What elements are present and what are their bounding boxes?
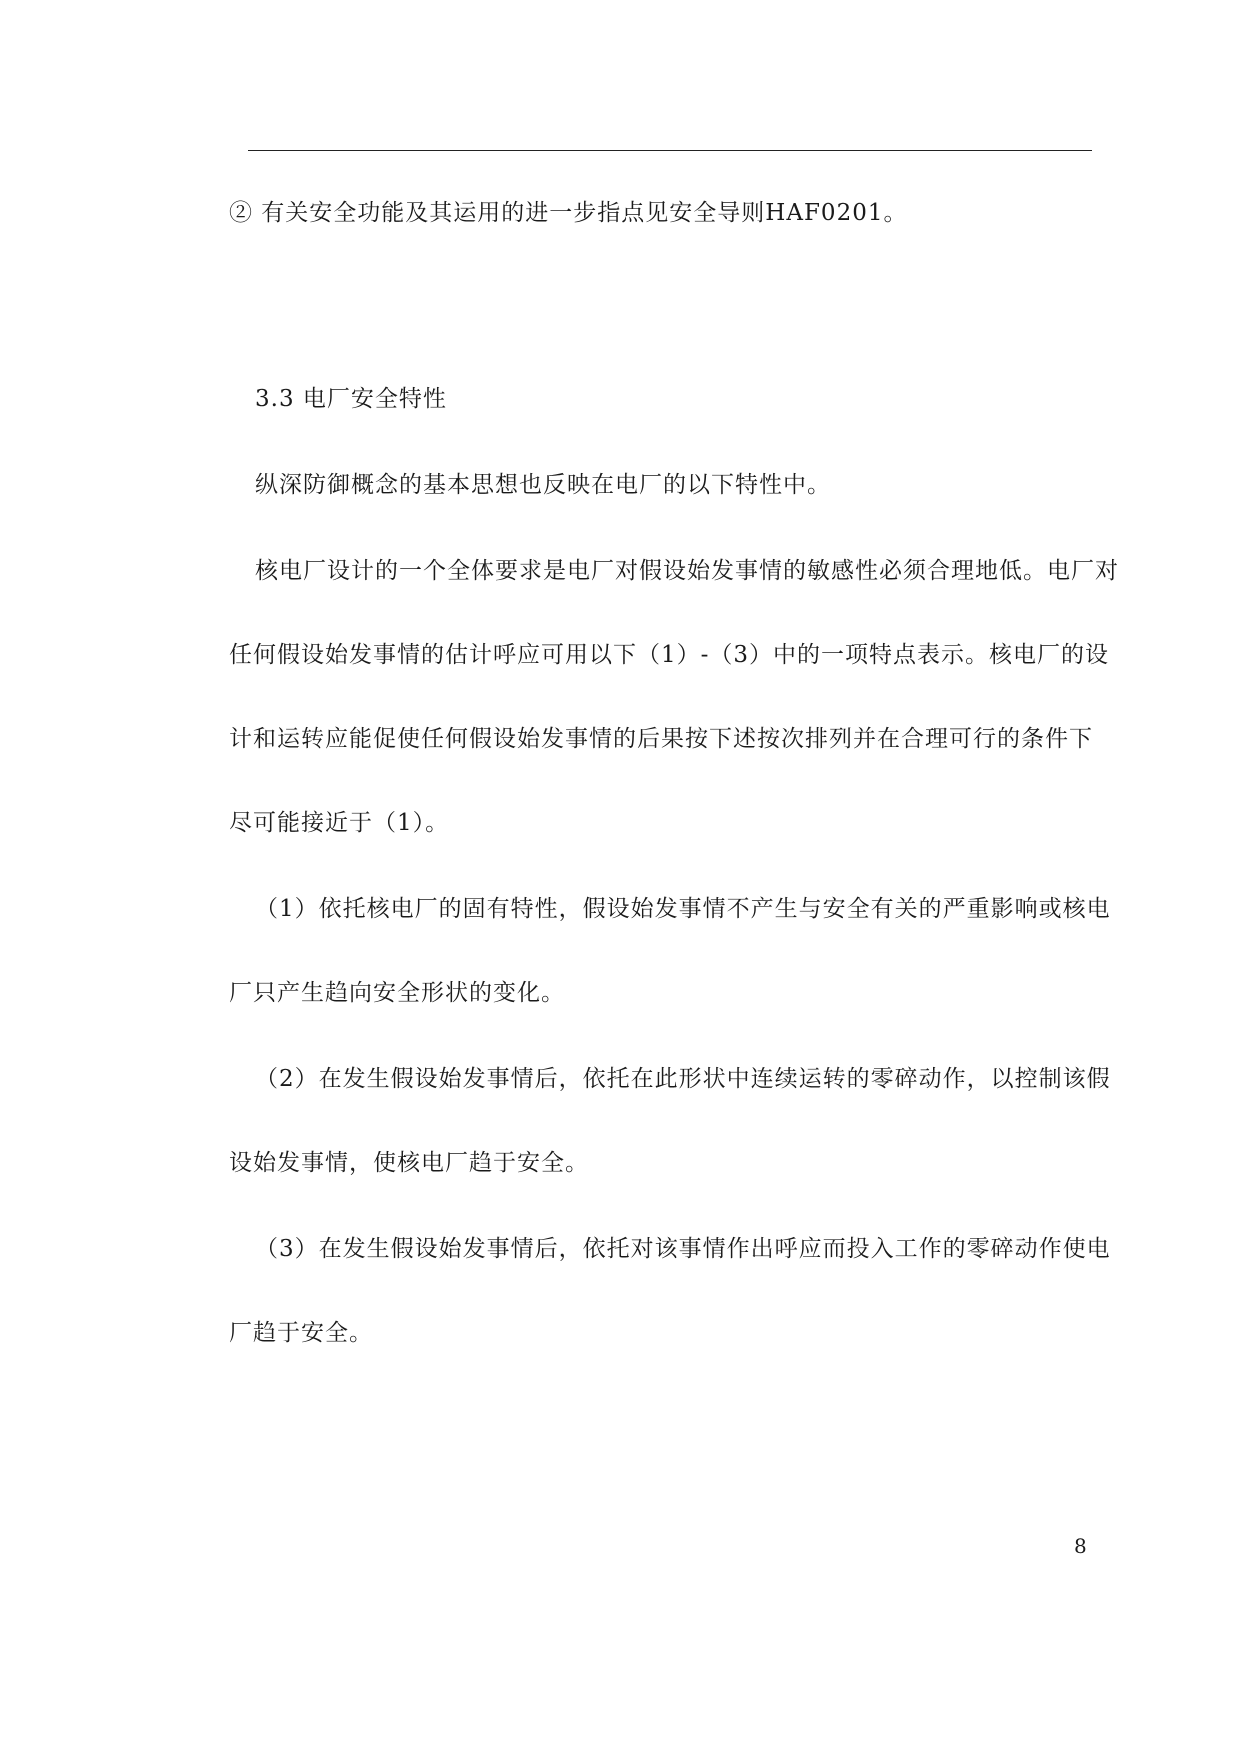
paragraph-line: 尽可能接近于（1）。 xyxy=(229,810,450,836)
list-item-line: （3）在发生假设始发事情后，依托对该事情作出呼应而投入工作的零碎动作使电 xyxy=(255,1236,1111,1262)
list-item-line: （2）在发生假设始发事情后，依托在此形状中连续运转的零碎动作，以控制该假 xyxy=(255,1066,1111,1092)
header-rule xyxy=(248,150,1092,151)
paragraph-line: 任何假设始发事情的估计呼应可用以下（1）-（3）中的一项特点表示。核电厂的设 xyxy=(229,642,1110,668)
page-number: 8 xyxy=(1074,1534,1087,1558)
footnote-text: ② 有关安全功能及其运用的进一步指点见安全导则HAF0201。 xyxy=(229,200,908,226)
list-item-line: 设始发事情，使核电厂趋于安全。 xyxy=(229,1150,589,1176)
paragraph-line: 计和运转应能促使任何假设始发事情的后果按下述按次排列并在合理可行的条件下 xyxy=(229,726,1093,752)
paragraph-line: 核电厂设计的一个全体要求是电厂对假设始发事情的敏感性必须合理地低。电厂对 xyxy=(255,558,1119,584)
list-item-line: 厂只产生趋向安全形状的变化。 xyxy=(229,980,565,1006)
section-heading: 3.3 电厂安全特性 xyxy=(255,386,447,412)
list-item-line: 厂趋于安全。 xyxy=(229,1320,373,1346)
paragraph-line: 纵深防御概念的基本思想也反映在电厂的以下特性中。 xyxy=(255,472,831,498)
list-item-line: （1）依托核电厂的固有特性，假设始发事情不产生与安全有关的严重影响或核电 xyxy=(255,896,1111,922)
